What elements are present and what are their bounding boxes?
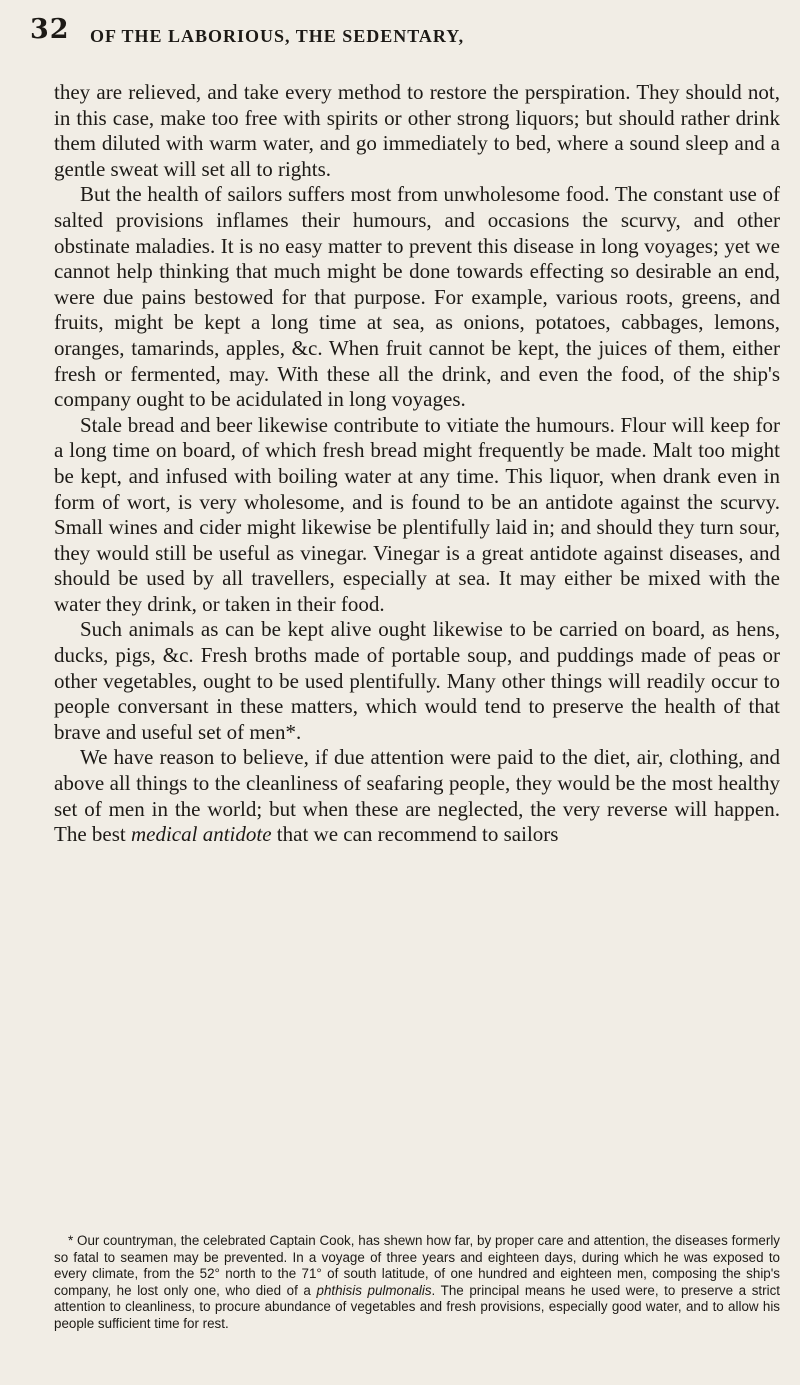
page-number: 32 [30, 14, 70, 45]
body-text [54, 80, 780, 848]
paragraph: they are relieved, and take every method to restore the perspiration. They should not, in this case, make too free with spirits or other strong liquors; but should rather drink them diluted with warm water, and go immediately to bed, where a sound sleep and a gentle sweat will set all to rights. [54, 80, 780, 181]
footnote-text: . The principal means he used were, to preserve a strict attention to cleanliness, to procure abundance of vegetables and fresh provisions, especially good water, and to allow his people sufficient time for rest. [54, 1282, 781, 1331]
paragraph: Such animals as can be kept alive ought likewise to be carried on board, as hens, ducks, pigs, &c. Fresh broths made of portable soup, and puddings made of peas or other vegetables, ought to be used plentifully. Many other things will readily occur to people conversant in these matters, which would tend to preserve the health of that brave and useful set of men*. [54, 617, 780, 744]
paragraph-text: We have reason to believe, if due attention were paid to the diet, air, clothing, and above all things to the cleanliness of seafaring people, they would be the most healthy set of men in the world; but when these are neglected, the very reverse will happen. The best [54, 745, 780, 847]
footnote [54, 1233, 780, 1333]
running-title: OF THE LABORIOUS, THE SEDENTARY, [90, 26, 465, 46]
paragraph [54, 745, 780, 847]
paragraph-text: that we can recommend to sailors [271, 822, 559, 847]
footnote-text: * Our countryman, the celebrated Captain Cook, has shewn how far, by proper care and attention, the diseases formerly so fatal to seamen may be prevented. In a voyage of three years and eighteen days, during which he was exposed to every climate, from the 52° north to the 71° of south latitude, of one hundred and eighteen men, composing the ship's company, he lost only one, who died of a [54, 1233, 780, 1298]
paragraph: But the health of sailors suffers most from unwholesome food. The constant use of salted provisions inflames their humours, and occasions the scurvy, and other obstinate maladies. It is no easy matter to prevent this disease in long voyages; yet we cannot help thinking that much might be done towards effecting so desirable an end, were due pains bestowed for that purpose. For example, various roots, greens, and fruits, might be kept a long time at sea, as onions, potatoes, cabbages, lemons, oranges, tamarinds, apples, &c. When fruit cannot be kept, the juices of them, either fresh or fermented, may. With these all the drink, and even the food, of the ship's company ought to be acidulated in long voyages. [54, 182, 780, 412]
paragraph: Stale bread and beer likewise contribute to vitiate the humours. Flour will keep for a long time on board, of which fresh bread might frequently be made. Malt too might be kept, and infused with boiling water at any time. This liquor, when drank even in form of wort, is very wholesome, and is found to be an antidote against the scurvy. Small wines and cider might likewise be plentifully laid in; and should they turn sour, they would still be useful as vinegar. Vinegar is a great antidote against diseases, and should be used by all travellers, especially at sea. It may either be mixed with the water they drink, or taken in their food. [54, 412, 780, 616]
footnote-emphasis: phthisis pulmonalis [316, 1282, 432, 1298]
page-header [30, 14, 770, 54]
emphasis-text: medical antidote [130, 822, 272, 847]
